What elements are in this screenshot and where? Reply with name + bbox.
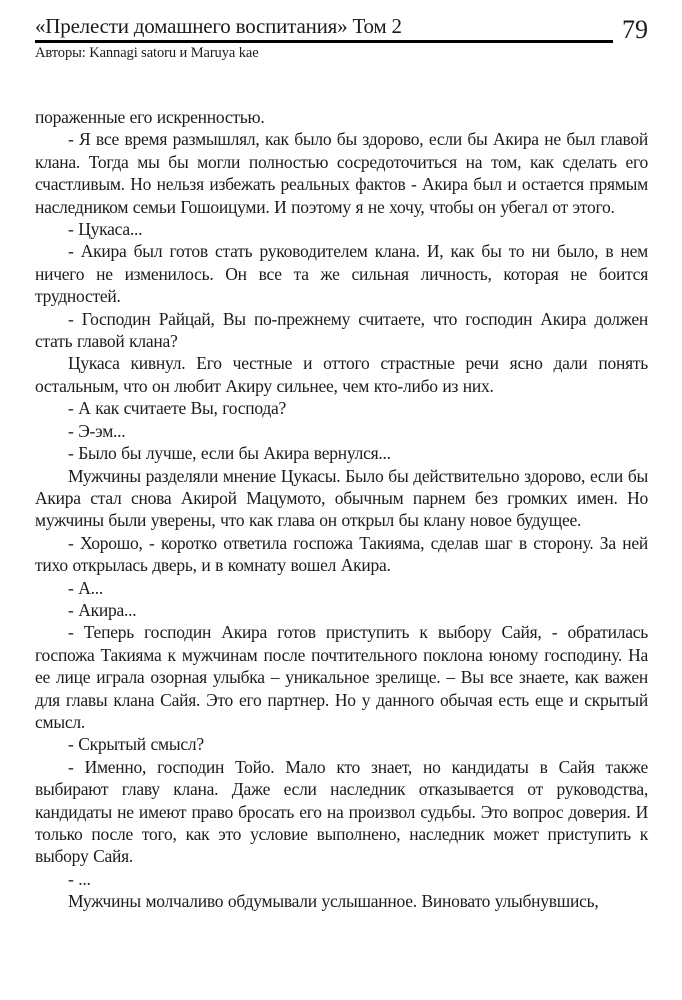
paragraph: - Было бы лучше, если бы Акира вернулся... (68, 443, 391, 464)
paragraph: - Теперь господин Акира готов приступить к выбору Сайя, - обратилась госпожа Такияма к мужчинам после почтительного поклона юному господину. На ее лице играла озорная улыбка – уникальное зрелище. – Вы все знаете, как важен для главы клана Сайя. Это его партнер. Но у данного обычая есть еще и скрытый смысл. (35, 622, 648, 732)
paragraph: - Цукаса... (68, 219, 143, 240)
paragraph: - Господин Райцай, Вы по-прежнему считаете, что господин Акира должен стать главой клана? (35, 308, 648, 352)
paragraph: - Акира... (68, 599, 137, 620)
page-body (35, 106, 648, 913)
paragraph: - Скрытый смысл? (68, 734, 204, 755)
authors-line: Авторы: Kannagi satoru и Maruya kae (35, 45, 259, 61)
page-title: «Прелести домашнего воспитания» Том 2 (35, 14, 402, 38)
paragraph: Мужчины молчаливо обдумывали услышанное. Виновато улыбнувшись, (68, 891, 599, 912)
paragraph: пораженные его искренностью. (35, 107, 265, 127)
paragraph: - Э-эм... (68, 420, 126, 441)
page-number: 79 (622, 15, 648, 44)
paragraph: - Акира был готов стать руководителем клана. И, как бы то ни было, в нем ничего не изменилось. Он все та же сильная личность, которая не боится трудностей. (35, 241, 648, 307)
paragraph: - А как считаете Вы, господа? (68, 398, 287, 419)
page-header (35, 14, 648, 62)
paragraph: - Я все время размышлял, как было бы здорово, если бы Акира не был главой клана. Тогда мы бы могли полностью сосредоточиться на том, как сделать его счастливым. Но нельзя избежать реальных фактов - Акира был и остается прямым наследником семьи Гошоицуми. И поэтому я не хочу, чтобы он убегал от этого. (35, 129, 648, 217)
header-title-row (35, 14, 648, 43)
paragraph: Цукаса кивнул. Его честные и оттого страстные речи ясно дали понять остальным, что он любит Акиру сильнее, чем кто-либо из них. (35, 353, 648, 396)
paragraph: - Именно, господин Тойо. Мало кто знает, но кандидаты в Сайя также выбирают главу клана. Даже если наследник отказывается от руководства, кандидаты не имеют право бросать его на произвол судьбы. Это вопрос доверия. И только после того, как это условие выполнено, наследник может приступить к выбору Сайя. (35, 756, 648, 867)
paragraph: - ... (68, 868, 91, 889)
paragraph: Мужчины разделяли мнение Цукасы. Было бы действительно здорово, если бы Акира стал снова Акирой Мацумото, обычным парнем без громких имен. Но мужчины были уверены, что как глава он открыл бы клану новое будущее. (35, 465, 648, 531)
paragraph: - Хорошо, - коротко ответила госпожа Такияма, сделав шаг в сторону. За ней тихо открылась дверь, и в комнату вошел Акира. (35, 532, 648, 576)
header-rule (35, 14, 613, 43)
paragraph: - А... (68, 577, 103, 598)
